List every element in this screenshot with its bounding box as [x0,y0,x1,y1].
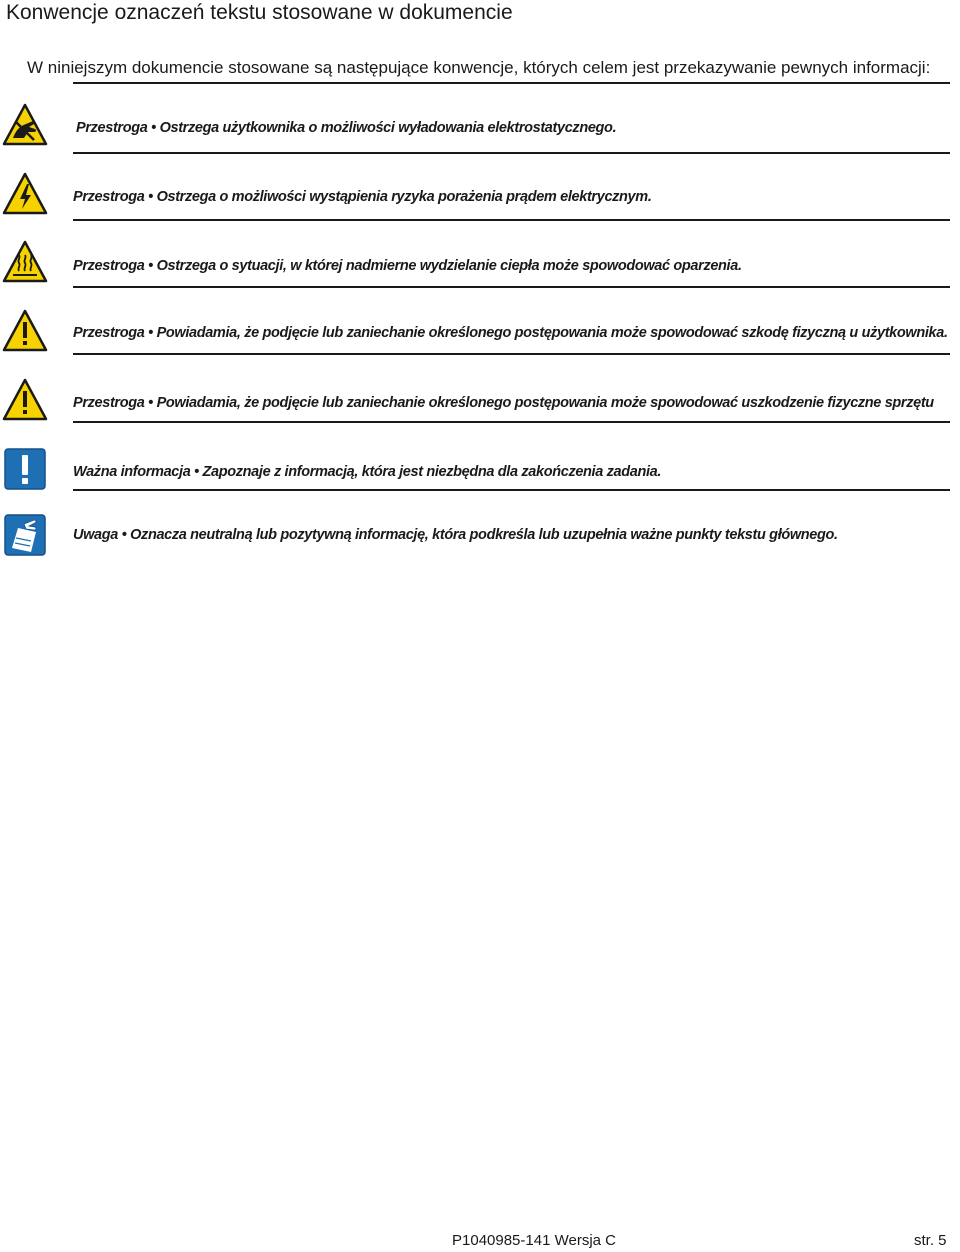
convention-text [73,526,838,544]
divider [73,82,950,84]
electric-shock-icon [2,171,48,217]
convention-text [73,324,948,342]
convention-description: Ostrzega o możliwości wystąpienia ryzyka porażenia prądem elektrycznym. [156,189,652,205]
bullet-separator: • [148,395,153,411]
footer-document-id: P1040985-141 Wersja C [452,1232,616,1249]
convention-lead: Przestroga [73,325,145,341]
convention-text [73,257,742,275]
convention-description: Powiadamia, że podjęcie lub zaniechanie określonego postępowania może spowodować szkodę fizyczną u użytkownika. [156,325,948,341]
convention-lead: Przestroga [76,120,148,136]
divider [73,286,950,288]
convention-text [73,394,934,412]
convention-description: Zapoznaje z informacją, która jest niezbędna dla zakończenia zadania. [202,464,662,480]
esd-hand-icon [2,102,48,148]
bullet-separator: • [148,189,153,205]
convention-text [73,463,661,481]
bullet-separator: • [151,120,156,136]
footer-page-number: str. 5 [914,1232,947,1249]
intro-text: W niniejszym dokumencie stosowane są następujące konwencje, których celem jest przekazywanie pewnych informacji: [27,58,931,77]
convention-text [76,119,616,137]
convention-description: Ostrzega o sytuacji, w której nadmierne wydzielanie ciepła może spowodować oparzenia. [156,258,742,274]
convention-lead: Ważna informacja [73,464,191,480]
page-title: Konwencje oznaczeń tekstu stosowane w dokumencie [6,1,513,24]
warning-exclamation-icon [2,308,48,354]
bullet-separator: • [194,464,199,480]
divider [73,489,950,491]
convention-lead: Uwaga [73,527,118,543]
convention-description: Ostrzega użytkownika o możliwości wyładowania elektrostatycznego. [159,120,617,136]
convention-lead: Przestroga [73,189,145,205]
note-hand-icon [4,514,46,556]
hot-surface-icon [2,239,48,285]
divider [73,421,950,423]
convention-lead: Przestroga [73,395,145,411]
divider [73,353,950,355]
convention-text [73,188,652,206]
convention-description: Powiadamia, że podjęcie lub zaniechanie określonego postępowania może spowodować uszkodzenie fizyczne sprzętu [156,395,934,411]
warning-exclamation-icon [2,377,48,423]
divider [73,219,950,221]
convention-lead: Przestroga [73,258,145,274]
divider [73,152,950,154]
important-info-icon [4,448,46,490]
bullet-separator: • [121,527,127,543]
bullet-separator: • [148,258,153,274]
convention-description: Oznacza neutralną lub pozytywną informację, która podkreśla lub uzupełnia ważne punkty tekstu głównego. [130,527,838,543]
bullet-separator: • [148,325,153,341]
